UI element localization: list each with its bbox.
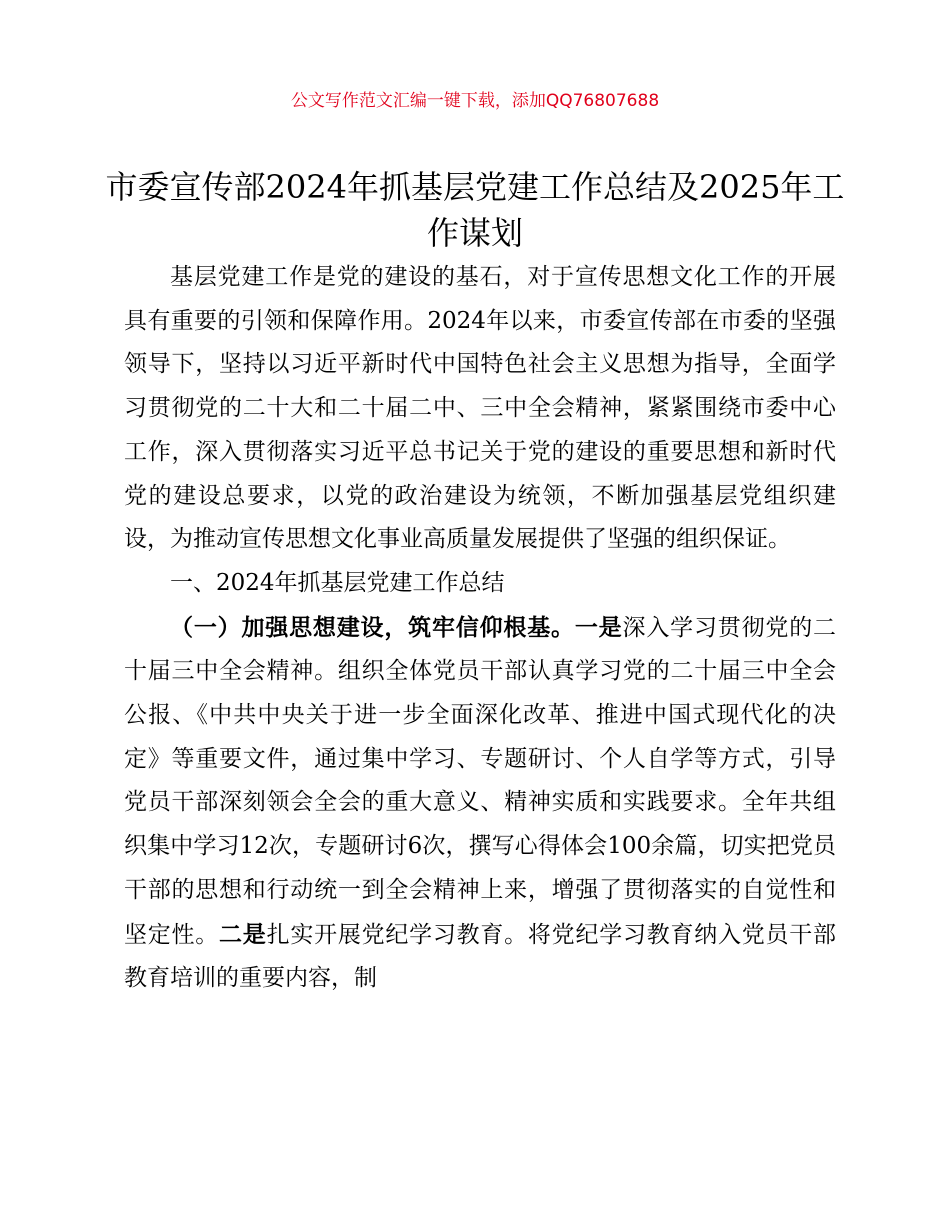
subsection-paragraph bbox=[124, 606, 836, 1001]
document-body bbox=[124, 256, 836, 1001]
point-1-text: 深入学习贯彻党的二十届三中全会精神。组织全体党员干部认真学习党的二十届三中全会公报、《中共中央关于进一步全面深化改革、推进中国式现代化的决定》等重要文件，通过集中学习、专题研讨、个人自学等方式，引导党员干部深刻领会全会的重大意义、精神实质和实践要求。全年共组织集中学习12次，专题研讨6次，撰写心得体会100余篇，切实把党员干部的思想和行动统一到全会精神上来，增强了贯彻落实的自觉性和坚定性。 bbox=[124, 614, 837, 948]
intro-paragraph: 基层党建工作是党的建设的基石，对于宣传思想文化工作的开展具有重要的引领和保障作用。2024年以来，市委宣传部在市委的坚强领导下，坚持以习近平新时代中国特色社会主义思想为指导，全面学习贯彻党的二十大和二十届二中、三中全会精神，紧紧围绕市委中心工作，深入贯彻落实习近平总书记关于党的建设的重要思想和新时代党的建设总要求，以党的政治建设为统领，不断加强基层党组织建设，为推动宣传思想文化事业高质量发展提供了坚强的组织保证。 bbox=[124, 264, 836, 553]
point-2-text: 扎实开展党纪学习教育。将党纪学习教育纳入党员干部教育培训的重要内容，制 bbox=[124, 921, 837, 992]
point-1-label: 一是 bbox=[574, 613, 623, 641]
promo-text: 公文写作范文汇编一键下载，添加QQ76807688 bbox=[290, 91, 660, 111]
download-promo-note bbox=[0, 88, 950, 114]
point-2-label: 二是 bbox=[219, 920, 267, 948]
section-heading: 一、2024年抓基层党建工作总结 bbox=[170, 569, 505, 596]
document-title: 市委宣传部2024年抓基层党建工作总结及2025年工作谋划 bbox=[105, 168, 845, 252]
subsection-heading: （一）加强思想建设，筑牢信仰根基。 bbox=[170, 613, 575, 641]
